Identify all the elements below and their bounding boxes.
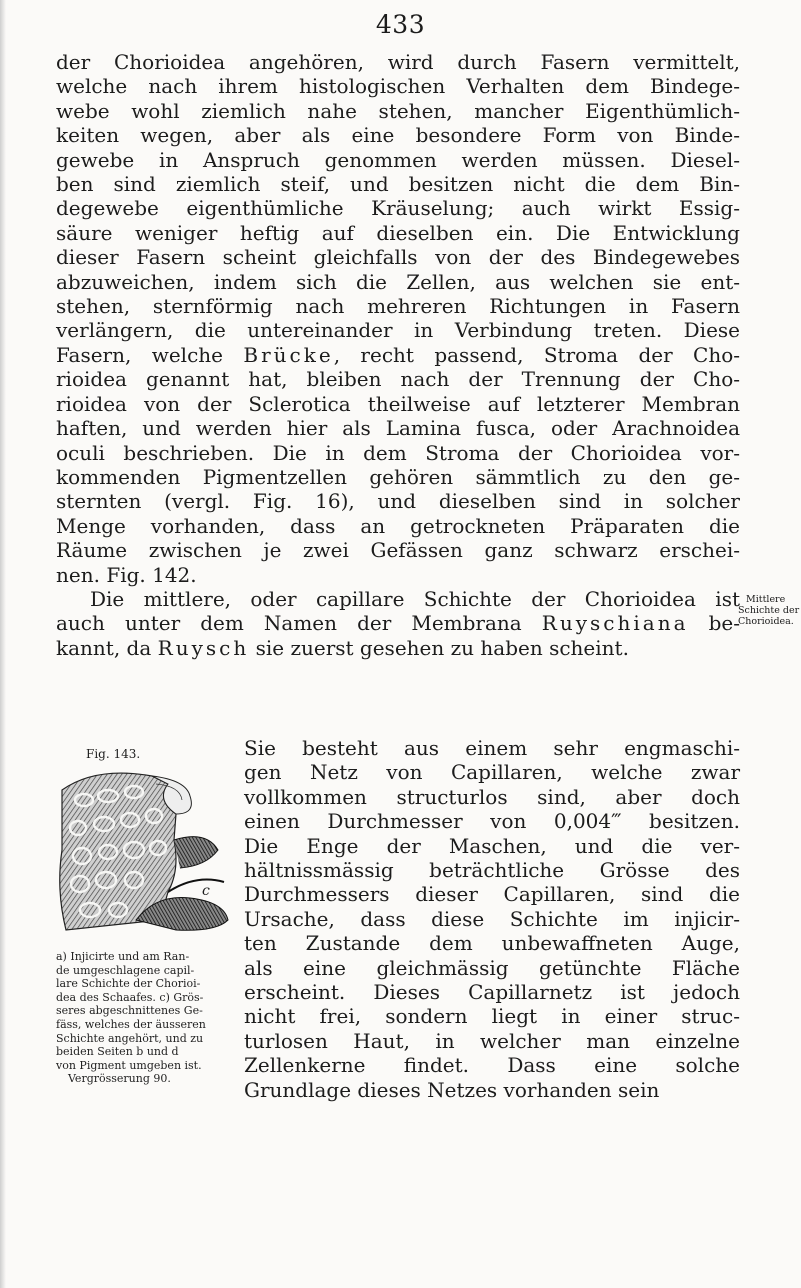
margin-note-line: Mittlere (746, 594, 786, 605)
text-line: nen. Fig. 142. (56, 562, 197, 587)
margin-note (738, 594, 801, 627)
text-line: säure weniger heftig auf dieselben ein. Die Entwicklung (56, 220, 740, 245)
text-line: Zellenkerne findet. Dass eine solche (244, 1053, 740, 1078)
margin-note-line: Chorioidea. (738, 616, 794, 627)
text-line: rioidea von der Sclerotica theilweise auf letzterer Membran (56, 391, 740, 416)
text-line: hältnissmässig beträchtliche Grösse des (244, 858, 740, 883)
text-line: nicht frei, sondern liegt in einer struc- (244, 1004, 740, 1029)
text-line: auch unter dem Namen der Membrana Ruyschiana be- (56, 611, 740, 636)
text-line: Räume zwischen je zwei Gefässen ganz schwarz erschei- (56, 538, 740, 563)
text-line: kommenden Pigmentzellen gehören sämmtlich zu den ge- (56, 464, 740, 489)
page-edge-shadow (0, 0, 6, 1288)
text-line: erscheint. Dieses Capillarnetz ist jedoch (244, 980, 740, 1005)
text-line: gewebe in Anspruch genommen werden müssen. Diesel- (56, 147, 740, 172)
text-line: Grundlage dieses Netzes vorhanden sein (244, 1077, 660, 1102)
text-line: turlosen Haut, in welcher man einzelne (244, 1028, 740, 1053)
text-line: gen Netz von Capillaren, welche zwar (244, 760, 740, 785)
text-line: einen Durchmesser von 0,004‴ besitzen. (244, 809, 740, 834)
figure-letter: c (202, 883, 210, 899)
author-name: Brücke (243, 342, 334, 367)
text-line: dieser Fasern scheint gleichfalls von der des Bindegewebes (56, 245, 740, 270)
text-line: webe wohl ziemlich nahe stehen, mancher Eigenthümlich- (56, 98, 740, 123)
capillary-network-figure (56, 770, 232, 935)
margin-note-line: Schichte der (738, 605, 800, 616)
text-line: sternten (vergl. Fig. 16), und dieselben sind in solcher (56, 489, 740, 514)
text-line: ben sind ziemlich steif, und besitzen nicht die dem Bin- (56, 172, 740, 197)
text-line: als eine gleichmässig getünchte Fläche (244, 955, 740, 980)
text-line: der Chorioidea angehören, wird durch Fasern vermittelt, (56, 50, 740, 74)
text-line: stehen, sternförmig nach mehreren Richtungen in Fasern (56, 294, 740, 319)
text-line: Ursache, dass diese Schichte im injicir- (244, 906, 740, 931)
figure-label: Fig. 143. (86, 747, 141, 761)
text-line: kannt, da Ruysch sie zuerst gesehen zu haben scheint. (56, 635, 629, 660)
main-paragraph (56, 50, 740, 660)
page-number: 433 (375, 10, 426, 39)
text-line: Die mittlere, oder capillare Schichte der Chorioidea ist (90, 586, 740, 611)
text-line: Die Enge der Maschen, und die ver- (244, 833, 740, 858)
text-line: Menge vorhanden, dass an getrockneten Präparaten die (56, 513, 740, 538)
author-name: Ruysch (157, 635, 250, 660)
text-line: Durchmessers dieser Capillaren, sind die (244, 882, 740, 907)
text-line: abzuweichen, indem sich die Zellen, aus welchen sie ent- (56, 269, 740, 294)
text-line: welche nach ihrem histologischen Verhalten dem Bindege- (56, 74, 740, 99)
text-line: haften, und werden hier als Lamina fusca, oder Arachnoidea (56, 416, 740, 441)
text-line: Fasern, welche Brücke, recht passend, Stroma der Cho- (56, 342, 741, 367)
text-line: verlängern, die untereinander in Verbindung treten. Diese (56, 318, 740, 343)
text-line: keiten wegen, aber als eine besondere Form von Binde- (56, 123, 740, 148)
text-line: degewebe eigenthümliche Kräuselung; auch wirkt Essig- (56, 196, 740, 221)
figure-caption: a) Injicirte und am Ran- de umgeschlagene capil- lare Schichte der Chorioi- dea des Schaafes. c) Grös- seres abgeschnittenes Ge- fäss, welches der äusseren Schichte angehört, und zu beiden Seiten b und d von Pigment umgeben ist. Vergrösserung 90. (56, 950, 206, 1086)
text-line: oculi beschrieben. Die in dem Stroma der Chorioidea vor- (56, 440, 740, 465)
text-line: vollkommen structurlos sind, aber doch (244, 784, 740, 809)
text-line: Sie besteht aus einem sehr engmaschi- (244, 736, 740, 760)
text-line: ten Zustande dem unbewaffneten Auge, (244, 931, 740, 956)
text-line: rioidea genannt hat, bleiben nach der Trennung der Cho- (56, 367, 740, 392)
term-name: Ruyschiana (541, 611, 689, 636)
right-column-paragraph (244, 736, 740, 1102)
